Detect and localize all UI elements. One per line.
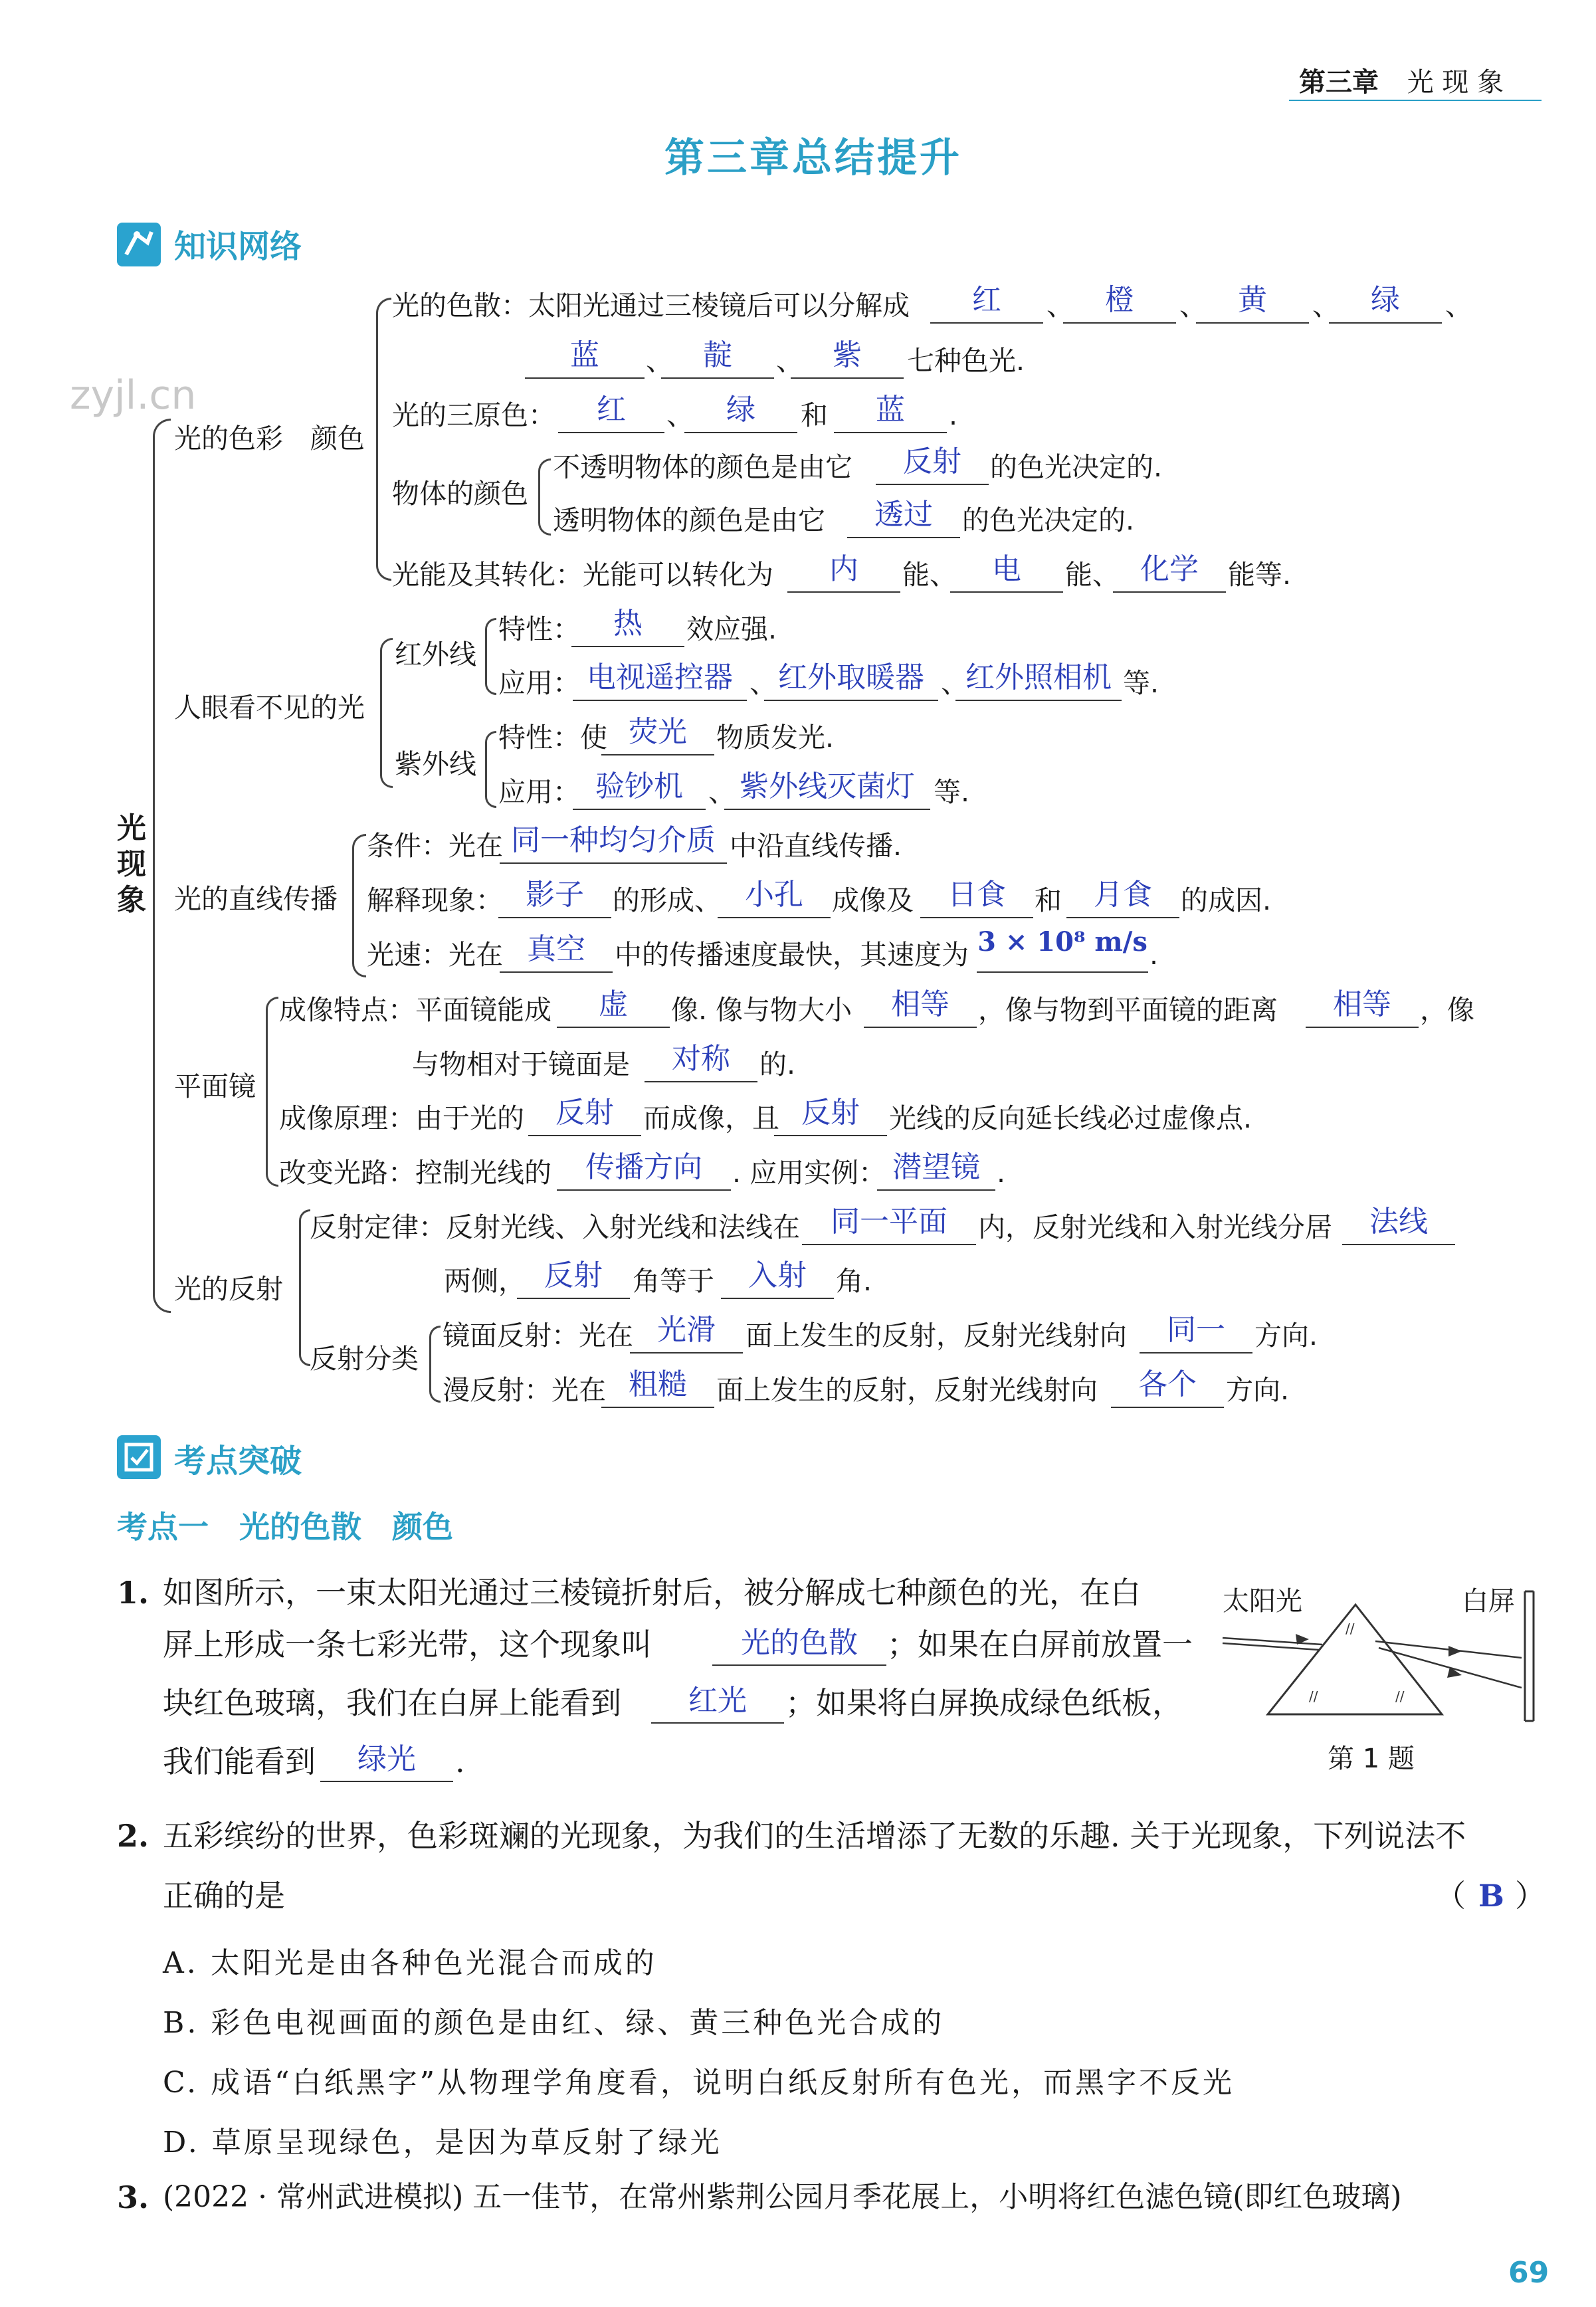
q2-option-a: A. 太阳光是由各种色光混合而成的 xyxy=(163,1946,657,1980)
all-directions: 各个 xyxy=(1138,1367,1197,1401)
infrared-property: 热 xyxy=(613,607,643,641)
image-size-equal: 相等 xyxy=(891,987,949,1021)
q2-option-d: D. 草原呈现绿色，是因为草反射了绿光 xyxy=(163,2126,722,2159)
page-title: 第三章总结提升 xyxy=(664,135,962,181)
color-brace xyxy=(376,298,391,581)
principle-reflect-1: 反射 xyxy=(555,1096,614,1130)
ir-use-1: 电视遥控器 xyxy=(587,660,733,694)
speed-vacuum: 真空 xyxy=(527,932,585,966)
smooth-surface: 光滑 xyxy=(657,1313,716,1347)
chapter-header xyxy=(1299,61,1504,99)
root-label: 光现象 xyxy=(117,811,146,917)
image-symmetric: 对称 xyxy=(672,1042,730,1076)
kaodian-1-heading: 考点一 光的色散 颜色 xyxy=(117,1509,453,1545)
header-rule xyxy=(1289,100,1542,101)
ir-use-2: 红外取暖器 xyxy=(778,660,924,694)
svg-text://: // xyxy=(1346,1621,1355,1637)
phenomenon-shadow: 影子 xyxy=(526,878,584,912)
section-knowledge-network: 知识网络 xyxy=(174,228,302,265)
q2-option-b: B. 彩色电视画面的颜色是由红、绿、黄三种色光合成的 xyxy=(163,2006,945,2040)
primary-green: 绿 xyxy=(726,393,755,427)
fig-screen-label: 白屏 xyxy=(1462,1586,1515,1617)
image-distance-equal: 相等 xyxy=(1333,987,1391,1021)
figure-caption: 第 1 题 xyxy=(1328,1744,1415,1774)
q2-option-c: C. 成语“白纸黑字”从物理学角度看，说明白纸反射所有色光，而黑字不反光 xyxy=(163,2066,1235,2100)
object-color-label: 物体的颜色 xyxy=(392,478,528,510)
branch-reflection: 光的反射 xyxy=(174,1273,283,1305)
phenomenon-solar-eclipse: 日食 xyxy=(948,878,1006,912)
periscope: 潜望镜 xyxy=(892,1150,980,1184)
knowledge-network-icon xyxy=(117,223,161,266)
answer-yellow: 黄 xyxy=(1238,283,1267,317)
q1-line1: 如图所示，一束太阳光通过三棱镜折射后，被分解成七种颜色的光，在白 xyxy=(163,1575,1141,1611)
q2-line1: 五彩缤纷的世界，色彩斑斓的光现象，为我们的生活增添了无数的乐趣. 关于光现象，下列说法不 xyxy=(163,1818,1466,1854)
answer-violet: 紫 xyxy=(833,338,862,372)
energy-electric: 电 xyxy=(992,552,1021,586)
reflection-types-label: 反射分类 xyxy=(310,1343,419,1375)
reflection-angle: 反射 xyxy=(544,1258,603,1292)
rough-surface: 粗糙 xyxy=(629,1367,687,1401)
answer-blue: 蓝 xyxy=(570,338,599,372)
dispersion-label: 光的色散：太阳光通过三棱镜后可以分解成 xyxy=(392,290,910,322)
speed-of-light: 3 × 10⁸ m/s xyxy=(977,926,1147,957)
svg-text://: // xyxy=(1309,1688,1318,1704)
fig-sunlight-label: 太阳光 xyxy=(1223,1586,1302,1617)
answer-reflect: 反射 xyxy=(903,445,961,478)
same-direction: 同一 xyxy=(1167,1313,1225,1347)
primary-colors-label: 光的三原色： xyxy=(392,399,555,431)
ultraviolet-label: 紫外线 xyxy=(395,748,476,780)
primary-red: 红 xyxy=(597,393,626,427)
branch-color: 光的色彩 颜色 xyxy=(174,423,365,454)
condition-medium: 同一种均匀介质 xyxy=(511,823,716,857)
page-number: 69 xyxy=(1508,2256,1549,2290)
image-virtual: 虚 xyxy=(599,987,628,1021)
change-direction: 传播方向 xyxy=(585,1150,702,1184)
normal-line: 法线 xyxy=(1369,1205,1428,1239)
watermark: zyjl.cn xyxy=(70,372,197,419)
exam-points-icon xyxy=(117,1435,161,1479)
root-brace xyxy=(153,419,171,1313)
branch-plane-mirror: 平面镜 xyxy=(174,1070,256,1102)
energy-internal: 内 xyxy=(829,552,858,586)
q1-answer-dispersion: 光的色散 xyxy=(741,1626,858,1660)
q1-answer-green-light: 绿光 xyxy=(357,1742,416,1776)
uv-use-2: 紫外线灭菌灯 xyxy=(740,769,915,803)
branch-straight-line: 光的直线传播 xyxy=(174,883,338,915)
q3-number: 3. xyxy=(117,2179,150,2215)
uv-use-1: 验钞机 xyxy=(595,769,683,803)
ir-use-3: 红外照相机 xyxy=(965,660,1112,694)
q2-answer: B xyxy=(1478,1878,1504,1914)
q1-number: 1. xyxy=(117,1575,150,1611)
branch-invisible-light: 人眼看不见的光 xyxy=(174,692,365,724)
svg-text://: // xyxy=(1395,1688,1405,1704)
answer-red: 红 xyxy=(972,283,1001,317)
q1-answer-red-light: 红光 xyxy=(688,1684,747,1718)
chapter-number: 第三章 xyxy=(1299,67,1379,98)
energy-chemical: 化学 xyxy=(1140,552,1199,586)
incidence-angle: 入射 xyxy=(748,1258,807,1292)
answer-transmit: 透过 xyxy=(874,498,933,532)
principle-reflect-2: 反射 xyxy=(801,1096,860,1130)
q2-number: 2. xyxy=(117,1818,150,1854)
q2-line2: 正确的是 xyxy=(163,1878,285,1914)
section-exam-points: 考点突破 xyxy=(174,1443,302,1480)
answer-orange: 橙 xyxy=(1105,283,1134,317)
chapter-topic: 光 现 象 xyxy=(1407,67,1504,98)
primary-blue: 蓝 xyxy=(876,393,905,427)
same-plane: 同一平面 xyxy=(831,1205,948,1239)
q3-line1: (2022 · 常州武进模拟) 五一佳节，在常州紫荆公园月季花展上，小明将红色滤色镜(即红色玻璃) xyxy=(163,2180,1402,2214)
answer-indigo: 靛 xyxy=(703,338,732,372)
infrared-label: 红外线 xyxy=(395,639,476,670)
answer-green: 绿 xyxy=(1371,283,1400,317)
phenomenon-lunar-eclipse: 月食 xyxy=(1094,878,1152,912)
phenomenon-pinhole: 小孔 xyxy=(745,878,803,912)
uv-property: 荧光 xyxy=(629,715,687,749)
